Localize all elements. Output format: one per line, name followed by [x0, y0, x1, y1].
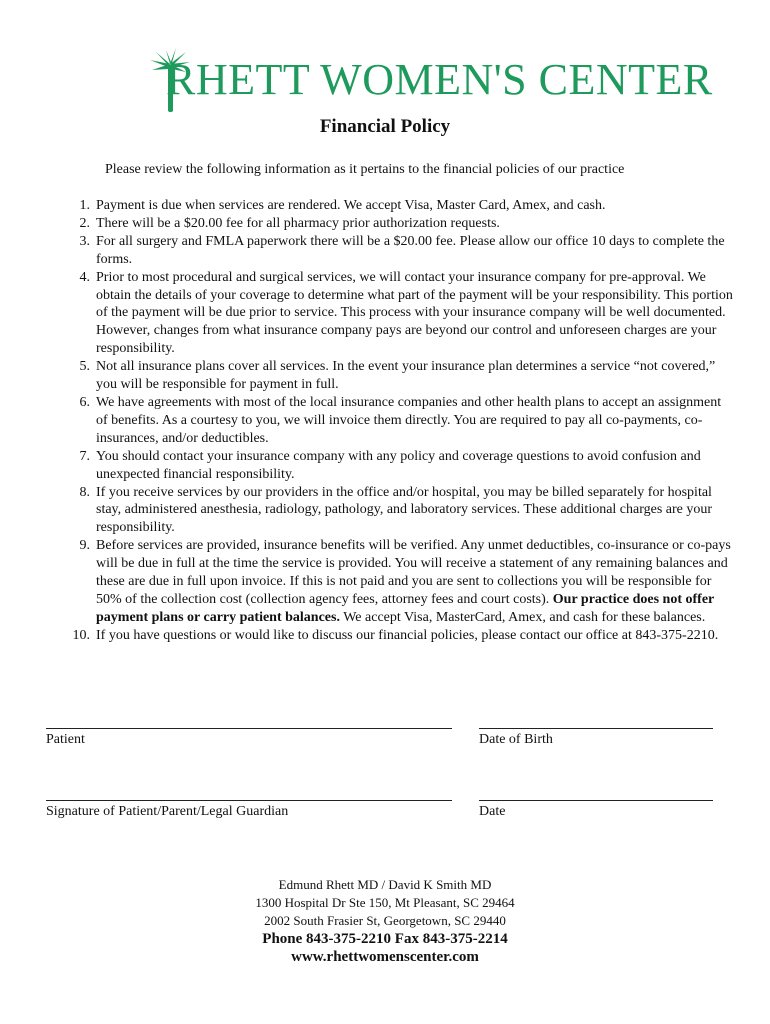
policy-item-number: 6.	[79, 394, 90, 410]
policy-item-emphasis: Our practice does not offer payment plans or carry patient balances.	[96, 591, 715, 625]
policy-item	[46, 358, 736, 394]
policy-item	[46, 197, 736, 215]
guardian-signature-label: Signature of Patient/Parent/Legal Guardian	[46, 804, 289, 819]
patient-signature-line	[46, 728, 452, 729]
practice-name: RHETT WOMEN'S CENTER	[166, 55, 713, 104]
policy-item-text: If you receive services by our providers in the office and/or hospital, you may be billed separately for hospital stay, administered anesthesia, radiology, pathology, and laboratory services. These additional charges are your responsibility.	[96, 484, 713, 536]
policy-item	[46, 537, 736, 627]
policy-item	[46, 233, 736, 269]
practice-logo	[148, 44, 713, 114]
policy-item-text: If you have questions or would like to discuss our financial policies, please contact our office at 843-375-2210.	[96, 627, 719, 643]
guardian-signature-line	[46, 800, 452, 801]
policy-item-text: Before services are provided, insurance benefits will be verified. Any unmet deductibles, co-insurance or co-pays will be due in full at the time the service is provided. You will receive a statement of any remaining balances and these are due in full upon invoice. If this is not paid and you are sent to collections you will be responsible for 50% of the collection cost (collection agency fees, attorney fees and court costs).	[96, 538, 731, 607]
policy-item	[46, 269, 736, 359]
policy-item-number: 10.	[72, 627, 90, 643]
footer-address-1: 1300 Hospital Dr Ste 150, Mt Pleasant, SC 29464	[255, 895, 515, 910]
policy-item	[46, 448, 736, 484]
footer-address-2: 2002 South Frasier St, Georgetown, SC 29440	[264, 913, 506, 928]
policy-item-number: 2.	[79, 215, 90, 231]
patient-label: Patient	[46, 732, 85, 747]
page-title: Financial Policy	[319, 116, 451, 137]
policy-item-text: Not all insurance plans cover all services. In the event your insurance plan determines a service “not covered,” you will be responsible for payment in full.	[96, 359, 716, 393]
policy-item-number: 4.	[79, 269, 90, 285]
policy-item-text: For all surgery and FMLA paperwork there will be a $20.00 fee. Please allow our office 10 days to complete the forms.	[96, 233, 725, 267]
policy-item-text-continued: We accept Visa, MasterCard, Amex, and cash for these balances.	[343, 609, 706, 625]
policy-item	[46, 394, 736, 448]
footer	[0, 876, 770, 966]
policy-item-text: There will be a $20.00 fee for all pharmacy prior authorization requests.	[96, 215, 500, 231]
footer-phone-fax: Phone 843-375-2210 Fax 843-375-2214	[262, 931, 508, 947]
intro-text: Please review the following information as it pertains to the financial policies of our practice	[105, 162, 625, 177]
policy-item	[46, 215, 736, 233]
policy-item-text: You should contact your insurance company with any policy and coverage questions to avoid confusion and unexpected financial responsibility.	[96, 448, 701, 482]
policy-item-number: 7.	[79, 448, 90, 464]
policy-item-number: 3.	[79, 233, 90, 249]
policy-item-number: 1.	[79, 198, 90, 213]
policy-item-text: We have agreements with most of the local insurance companies and other health plans to accept an assignment of benefits. As a courtesy to you, we will invoice them directly. You are required to pay all co-payments, co-insurances, and/or deductibles.	[96, 394, 722, 446]
policy-item-number: 9.	[79, 538, 90, 554]
policy-item	[46, 627, 736, 645]
date-line	[479, 800, 713, 801]
date-label: Date	[479, 804, 506, 819]
footer-doctors: Edmund Rhett MD / David K Smith MD	[278, 877, 492, 892]
policy-item-number: 5.	[79, 359, 90, 375]
dob-line	[479, 728, 713, 729]
policy-list	[46, 197, 736, 645]
footer-website: www.rhettwomenscenter.com	[291, 949, 479, 965]
policy-item-number: 8.	[79, 484, 90, 500]
policy-item-text: Payment is due when services are rendered. We accept Visa, Master Card, Amex, and cash.	[96, 198, 606, 213]
policy-item	[46, 484, 736, 538]
dob-label: Date of Birth	[479, 732, 553, 747]
policy-item-text: Prior to most procedural and surgical services, we will contact your insurance company for pre-approval. We obtain the details of your coverage to determine what part of the payment will be your responsibility. This portion of the payment will be due prior to service. This process with your insurance company will be well documented. However, changes from what insurance company pays are beyond our control and unforeseen charges are your responsibility.	[96, 269, 733, 357]
